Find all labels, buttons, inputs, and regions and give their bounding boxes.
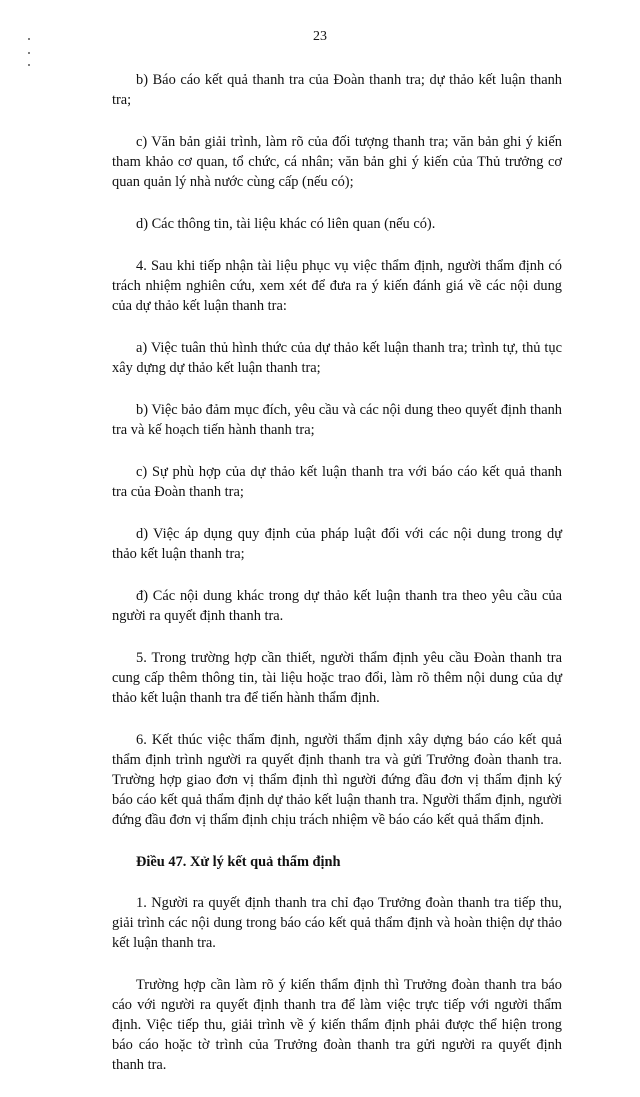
paragraph-clause-4: 4. Sau khi tiếp nhận tài liệu phục vụ việc thẩm định, người thẩm định có trách nhiệm nghiên cứu, xem xét để đưa ra ý kiến đánh giá về các nội dung của dự thảo kết luận thanh tra:: [112, 258, 562, 314]
paragraph-clause-6: 6. Kết thúc việc thẩm định, người thẩm định xây dựng báo cáo kết quả thẩm định trình người ra quyết định thanh tra và gửi Trưởng đoàn thanh tra. Trường hợp giao đơn vị thẩm định thì người đứng đầu đơn vị thẩm định ký báo cáo kết quả thẩm định dự thảo kết luận thanh tra. Người thẩm định, người đứng đầu đơn vị thẩm định chịu trách nhiệm về báo cáo kết quả thẩm định.: [112, 732, 562, 828]
paragraph-item-b: b) Việc bảo đảm mục đích, yêu cầu và các nội dung theo quyết định thanh tra và kế hoạch tiến hành thanh tra;: [112, 402, 562, 438]
article-heading: Điều 47. Xử lý kết quả thẩm định: [136, 854, 341, 870]
paragraph-item-c: c) Văn bản giải trình, làm rõ của đối tượng thanh tra; văn bản ghi ý kiến tham khảo cơ quan, tổ chức, cá nhân; văn bản ghi ý kiến của Thủ trưởng cơ quan quản lý nhà nước cùng cấp (nếu có);: [112, 134, 562, 190]
scan-speck: [28, 64, 30, 66]
paragraph-item-dd: đ) Các nội dung khác trong dự thảo kết luận thanh tra theo yêu cầu của người ra quyết định thanh tra.: [112, 588, 562, 624]
paragraph-item-d: d) Các thông tin, tài liệu khác có liên quan (nếu có).: [136, 216, 436, 232]
scan-speck: [28, 52, 30, 54]
paragraph-item-a: a) Việc tuân thủ hình thức của dự thảo kết luận thanh tra; trình tự, thủ tục xây dựng dự thảo kết luận thanh tra;: [112, 340, 562, 376]
document-body: [112, 70, 562, 1097]
paragraph-clause-5: 5. Trong trường hợp cần thiết, người thẩm định yêu cầu Đoàn thanh tra cung cấp thêm thông tin, tài liệu hoặc trao đổi, làm rõ thêm nội dung của dự thảo kết luận thanh tra để tiến hành thẩm định.: [112, 650, 562, 706]
page-number: 23: [313, 29, 327, 44]
article-paragraph-1: 1. Người ra quyết định thanh tra chỉ đạo Trưởng đoàn thanh tra tiếp thu, giải trình các nội dung trong báo cáo kết quả thẩm định và hoàn thiện dự thảo kết luận thanh tra.: [112, 895, 562, 951]
paragraph-item-c: c) Sự phù hợp của dự thảo kết luận thanh tra với báo cáo kết quả thanh tra của Đoàn thanh tra;: [112, 464, 562, 500]
article-paragraph-2: Trường hợp cần làm rõ ý kiến thẩm định thì Trưởng đoàn thanh tra báo cáo với người ra quyết định thanh tra để làm việc trực tiếp với người thẩm định. Việc tiếp thu, giải trình về ý kiến thẩm định phải được thể hiện trong báo cáo hoặc tờ trình của Trưởng đoàn thanh tra gửi người ra quyết định thanh tra.: [112, 977, 562, 1073]
paragraph-item-d: d) Việc áp dụng quy định của pháp luật đối với các nội dung trong dự thảo kết luận thanh tra;: [112, 526, 562, 562]
paragraph-item-b: b) Báo cáo kết quả thanh tra của Đoàn thanh tra; dự thảo kết luận thanh tra;: [112, 72, 562, 108]
